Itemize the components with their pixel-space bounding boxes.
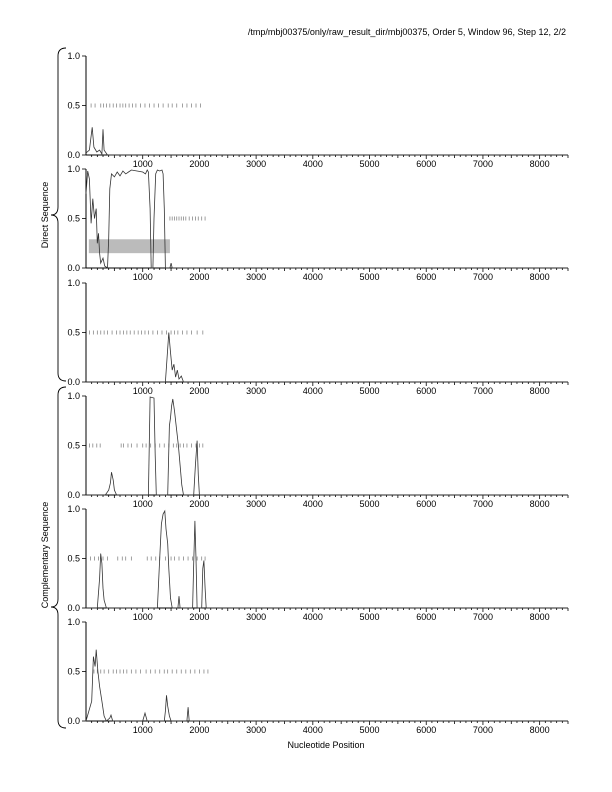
probability-trace bbox=[86, 511, 568, 608]
x-tick-label: 8000 bbox=[529, 159, 550, 169]
y-tick-label: 0.5 bbox=[67, 553, 80, 564]
x-tick-label: 4000 bbox=[302, 159, 323, 169]
x-tick-label: 3000 bbox=[246, 499, 267, 509]
x-tick-label: 2000 bbox=[189, 159, 210, 169]
x-tick-label: 7000 bbox=[472, 499, 493, 509]
x-tick-label: 4000 bbox=[302, 612, 323, 622]
y-tick-label: 0.0 bbox=[67, 150, 80, 160]
x-tick-label: 8000 bbox=[529, 725, 550, 735]
x-tick-label: 6000 bbox=[416, 499, 437, 509]
y-tick-label: 1.0 bbox=[67, 391, 80, 401]
x-tick-label: 1000 bbox=[132, 386, 153, 396]
y-tick-label: 0.0 bbox=[67, 716, 80, 726]
x-tick-label: 4000 bbox=[302, 725, 323, 735]
x-tick-label: 3000 bbox=[246, 725, 267, 735]
probability-trace bbox=[86, 650, 568, 721]
panel-1 bbox=[67, 51, 568, 169]
y-tick-label: 0.5 bbox=[67, 213, 80, 224]
x-tick-label: 8000 bbox=[529, 499, 550, 509]
x-tick-label: 7000 bbox=[472, 386, 493, 396]
x-tick-label: 5000 bbox=[359, 725, 380, 735]
panels bbox=[67, 51, 568, 735]
x-tick-label: 5000 bbox=[359, 272, 380, 282]
probability-trace bbox=[86, 333, 568, 383]
y-tick-label: 1.0 bbox=[67, 164, 80, 174]
panel-3 bbox=[67, 278, 568, 396]
x-tick-label: 8000 bbox=[529, 386, 550, 396]
y-tick-label: 1.0 bbox=[67, 51, 80, 61]
y-tick-label: 0.5 bbox=[67, 100, 80, 111]
x-tick-label: 2000 bbox=[189, 386, 210, 396]
x-tick-label: 5000 bbox=[359, 159, 380, 169]
x-tick-label: 4000 bbox=[302, 272, 323, 282]
y-tick-label: 0.5 bbox=[67, 666, 80, 677]
direct-group-brace bbox=[51, 48, 66, 381]
x-tick-label: 1000 bbox=[132, 499, 153, 509]
probability-trace bbox=[86, 170, 568, 268]
x-tick-label: 7000 bbox=[472, 272, 493, 282]
x-tick-label: 6000 bbox=[416, 386, 437, 396]
x-tick-label: 2000 bbox=[189, 499, 210, 509]
x-tick-label: 2000 bbox=[189, 272, 210, 282]
x-axis-label: Nucleotide Position bbox=[287, 740, 365, 750]
x-tick-label: 4000 bbox=[302, 499, 323, 509]
x-tick-label: 6000 bbox=[416, 159, 437, 169]
y-tick-label: 0.0 bbox=[67, 263, 80, 273]
x-tick-label: 3000 bbox=[246, 386, 267, 396]
panel-6 bbox=[67, 617, 568, 735]
direct-group-label: Direct Sequence bbox=[40, 181, 50, 249]
x-tick-label: 1000 bbox=[132, 159, 153, 169]
y-tick-label: 1.0 bbox=[67, 617, 80, 627]
y-tick-label: 1.0 bbox=[67, 504, 80, 514]
x-tick-label: 6000 bbox=[416, 725, 437, 735]
complementary-group-brace bbox=[51, 387, 66, 728]
group-braces bbox=[51, 48, 66, 728]
y-tick-label: 1.0 bbox=[67, 278, 80, 288]
x-tick-label: 3000 bbox=[246, 272, 267, 282]
x-tick-label: 8000 bbox=[529, 272, 550, 282]
x-tick-label: 1000 bbox=[132, 272, 153, 282]
x-tick-label: 1000 bbox=[132, 612, 153, 622]
y-tick-label: 0.5 bbox=[67, 327, 80, 338]
x-tick-label: 7000 bbox=[472, 159, 493, 169]
probability-trace bbox=[86, 397, 568, 495]
x-tick-label: 8000 bbox=[529, 612, 550, 622]
probability-trace bbox=[86, 127, 568, 155]
x-tick-label: 6000 bbox=[416, 272, 437, 282]
y-tick-label: 0.0 bbox=[67, 490, 80, 500]
x-tick-label: 2000 bbox=[189, 612, 210, 622]
panel-4 bbox=[67, 391, 568, 509]
x-tick-label: 2000 bbox=[189, 725, 210, 735]
x-tick-label: 3000 bbox=[246, 612, 267, 622]
y-tick-label: 0.0 bbox=[67, 603, 80, 613]
x-tick-label: 6000 bbox=[416, 612, 437, 622]
panel-5 bbox=[67, 504, 568, 622]
y-tick-label: 0.5 bbox=[67, 440, 80, 451]
x-tick-label: 5000 bbox=[359, 499, 380, 509]
x-tick-label: 7000 bbox=[472, 612, 493, 622]
x-tick-label: 5000 bbox=[359, 386, 380, 396]
x-tick-label: 4000 bbox=[302, 386, 323, 396]
panel-2 bbox=[67, 164, 568, 282]
complementary-group-label: Complementary Sequence bbox=[40, 501, 50, 609]
x-tick-label: 3000 bbox=[246, 159, 267, 169]
x-tick-label: 7000 bbox=[472, 725, 493, 735]
x-tick-label: 5000 bbox=[359, 612, 380, 622]
chart-header: /tmp/mbj00375/only/raw_result_dir/mbj00375, Order 5, Window 96, Step 12, 2/2 bbox=[247, 27, 566, 37]
x-tick-label: 1000 bbox=[132, 725, 153, 735]
y-tick-label: 0.0 bbox=[67, 377, 80, 387]
highlight-box bbox=[89, 239, 170, 253]
